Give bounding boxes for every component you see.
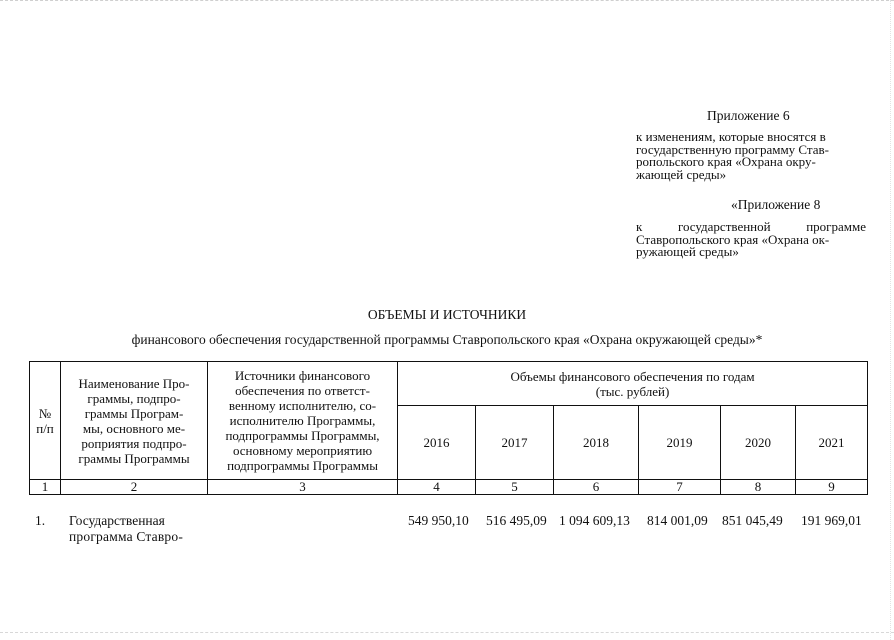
appendix-line: ропольского края «Охрана окру-: [636, 154, 816, 170]
header-source-line: подпрограммы Программы,: [225, 428, 380, 443]
header-name-line: роприятия подпро-: [81, 435, 187, 451]
header-volume: [398, 362, 868, 406]
header-year: 2019: [639, 406, 721, 480]
header-year: 2016: [398, 406, 476, 480]
header-name: [61, 362, 208, 480]
header-name-line: граммы Програм-: [84, 405, 184, 421]
header-source-line: исполнителю Программы,: [229, 413, 376, 428]
row-value-2017: 516 495,09: [486, 513, 547, 528]
column-number: 7: [639, 480, 721, 495]
scan-edge-bottom: [0, 632, 894, 634]
header-num-line: №: [38, 405, 52, 421]
financing-table: [29, 361, 868, 495]
column-number: 1: [30, 480, 61, 495]
column-number: 5: [476, 480, 554, 495]
appendix-text: [636, 131, 866, 181]
appendix-sub-line: Ставропольского края «Охрана ок-: [636, 231, 830, 247]
header-name-line: Наименование Про-: [78, 375, 190, 391]
header-source-line: венному исполнителю, со-: [228, 398, 377, 413]
appendix-title: Приложение 6: [707, 108, 790, 123]
header-name-line: мы, основного ме-: [82, 420, 186, 436]
row-value-2020: 851 045,49: [722, 513, 783, 528]
row-value-2018: 1 094 609,13: [559, 513, 630, 528]
row-value-2021: 191 969,01: [801, 513, 862, 528]
row-number: 1.: [35, 513, 46, 528]
row-value-2019: 814 001,09: [647, 513, 708, 528]
column-number: 6: [554, 480, 639, 495]
header-volume-line: Объемы финансового обеспечения по годам: [510, 368, 755, 384]
appendix-sub-text: [636, 221, 866, 259]
row-name: [69, 513, 199, 545]
header-num-line: п/п: [36, 420, 54, 436]
header-year: 2018: [554, 406, 639, 480]
header-name-line: граммы Программы: [78, 450, 190, 466]
header-source: [208, 362, 398, 480]
scan-edge-top: [0, 0, 894, 2]
header-source-line: подпрограммы Программы: [227, 458, 378, 473]
appendix-sub-word: программе: [806, 219, 866, 234]
appendix-sub-title: «Приложение 8: [731, 197, 821, 212]
column-number: 9: [796, 480, 868, 495]
column-number: 3: [208, 480, 398, 495]
header-source-line: основному мероприятию: [232, 443, 373, 458]
column-number: 2: [61, 480, 208, 495]
document-subtitle: финансового обеспечения государственной программы Ставропольского края «Охрана окружающей среды»*: [131, 332, 763, 347]
row-name-line: Государственная: [69, 513, 165, 528]
column-number: 4: [398, 480, 476, 495]
appendix-sub-word: государственной: [677, 219, 771, 234]
header-source-line: Источники финансового: [234, 368, 371, 383]
header-year: 2021: [796, 406, 868, 480]
appendix-line: к изменениям, которые вносятся в: [636, 129, 826, 144]
document-title: ОБЪЕМЫ И ИСТОЧНИКИ: [367, 307, 527, 322]
header-year: 2017: [476, 406, 554, 480]
header-source-line: обеспечения по ответст-: [235, 383, 370, 398]
appendix-sub-word: к: [636, 219, 643, 234]
appendix-sub-line: ружающей среды»: [636, 244, 739, 260]
row-value-2016: 549 950,10: [408, 513, 469, 528]
header-num: [30, 362, 61, 480]
row-name-line: программа Ставро-: [69, 529, 184, 544]
header-volume-line: (тыс. рублей): [595, 383, 670, 399]
header-year: 2020: [721, 406, 796, 480]
appendix-line: жающей среды»: [636, 166, 727, 182]
header-name-line: граммы, подпро-: [87, 390, 181, 406]
appendix-line: государственную программу Став-: [636, 141, 829, 157]
column-number: 8: [721, 480, 796, 495]
